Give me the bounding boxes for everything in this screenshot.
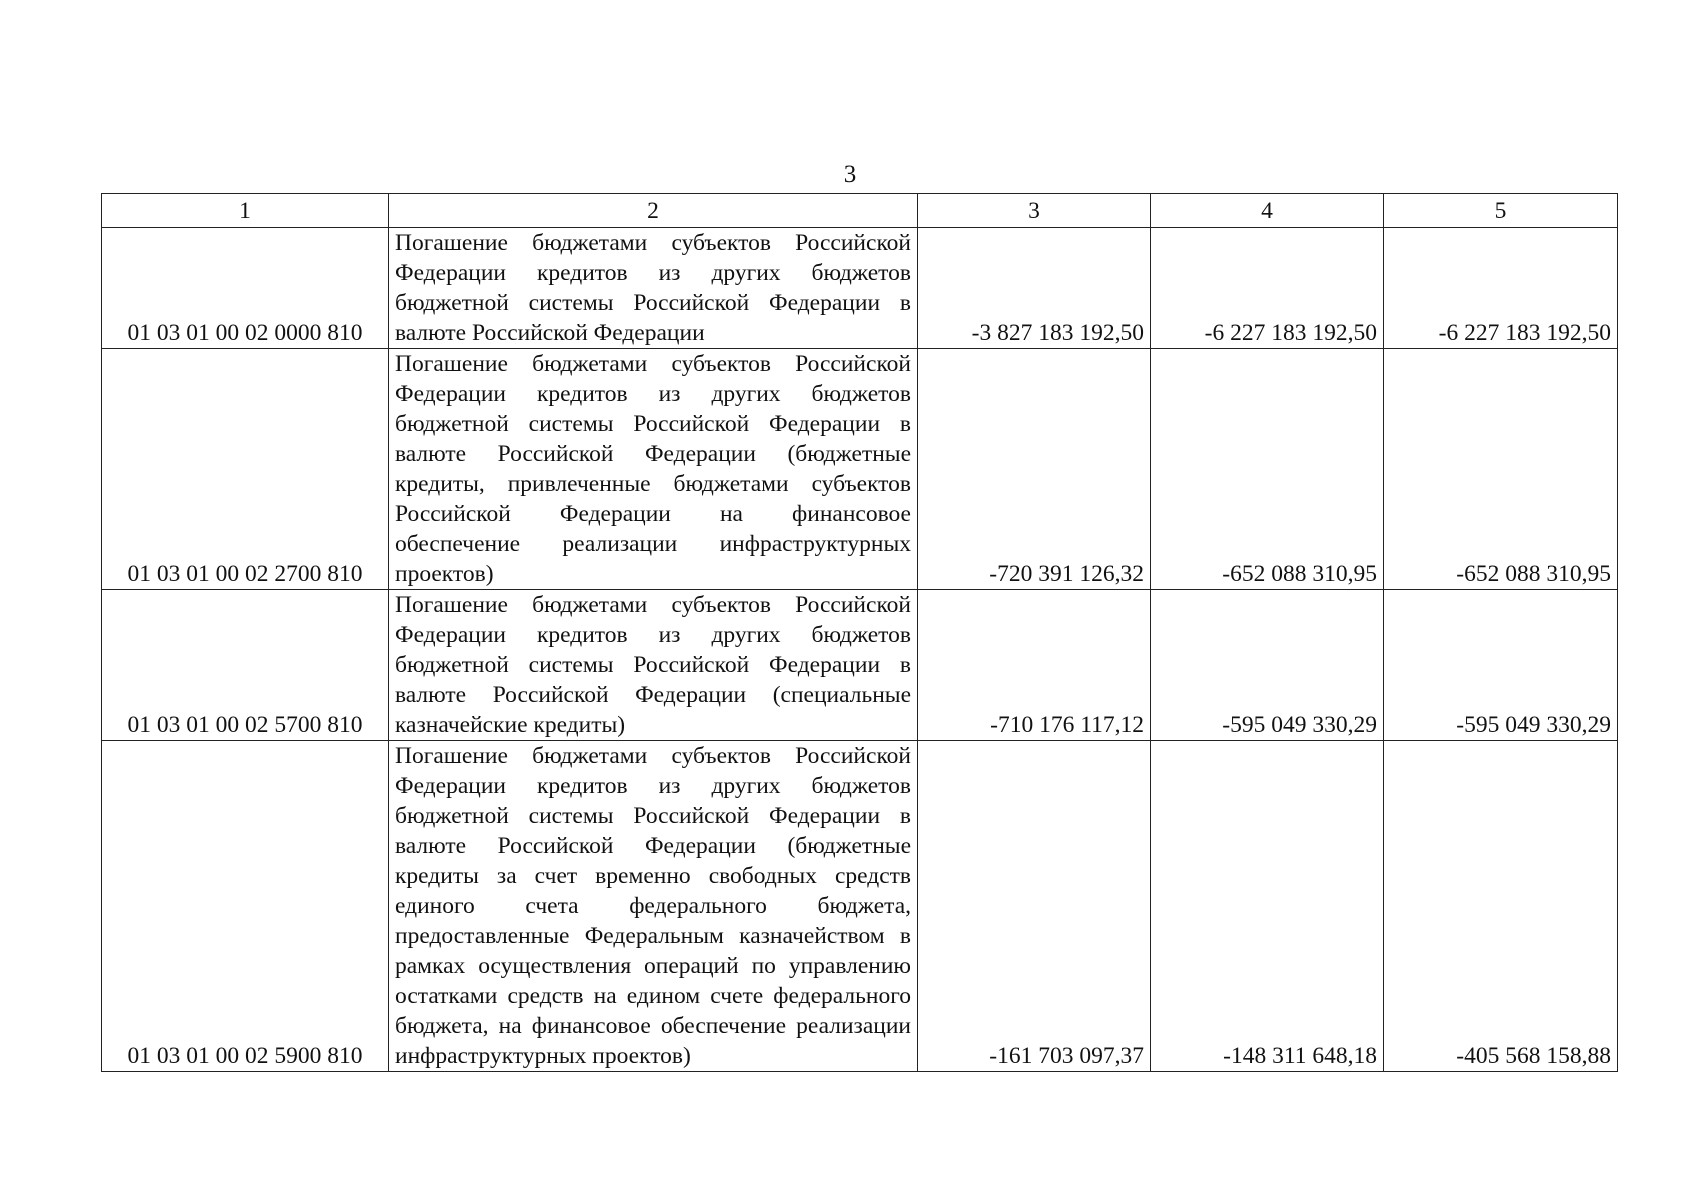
row-amount-col4: -148 311 648,18 bbox=[1151, 741, 1384, 1072]
header-col-5: 5 bbox=[1384, 194, 1618, 228]
row-code: 01 03 01 00 02 0000 810 bbox=[102, 228, 389, 349]
row-amount-col5: -595 049 330,29 bbox=[1384, 590, 1618, 741]
header-row bbox=[102, 194, 1618, 228]
row-code: 01 03 01 00 02 5900 810 bbox=[102, 741, 389, 1072]
table-row bbox=[102, 741, 1618, 1072]
row-description: Погашение бюджетами субъектов Российской Федерации кредитов из других бюджетов бюджетной системы Российской Федерации в валюте Российской Федерации (бюджетные кредиты, привлеченные бюджетами субъектов Российской Федерации на финансовое обеспечение реализации инфраструктурных проектов) bbox=[389, 349, 918, 590]
header-col-4: 4 bbox=[1151, 194, 1384, 228]
row-amount-col3: -710 176 117,12 bbox=[918, 590, 1151, 741]
table-row bbox=[102, 349, 1618, 590]
header-col-1: 1 bbox=[102, 194, 389, 228]
row-amount-col4: -595 049 330,29 bbox=[1151, 590, 1384, 741]
row-description: Погашение бюджетами субъектов Российской Федерации кредитов из других бюджетов бюджетной системы Российской Федерации в валюте Российской Федерации (бюджетные кредиты за счет временно свободных средств единого счета федерального бюджета, предоставленные Федеральным казначейством в рамках осуществления операций по управлению остатками средств на едином счете федерального бюджета, на финансовое обеспечение реализации инфраструктурных проектов) bbox=[389, 741, 918, 1072]
table-row bbox=[102, 590, 1618, 741]
table-row bbox=[102, 228, 1618, 349]
row-amount-col5: -405 568 158,88 bbox=[1384, 741, 1618, 1072]
row-code: 01 03 01 00 02 5700 810 bbox=[102, 590, 389, 741]
row-description: Погашение бюджетами субъектов Российской Федерации кредитов из других бюджетов бюджетной системы Российской Федерации в валюте Российской Федерации (специальные казначейские кредиты) bbox=[389, 590, 918, 741]
row-amount-col4: -6 227 183 192,50 bbox=[1151, 228, 1384, 349]
row-amount-col3: -720 391 126,32 bbox=[918, 349, 1151, 590]
row-amount-col3: -3 827 183 192,50 bbox=[918, 228, 1151, 349]
row-amount-col5: -652 088 310,95 bbox=[1384, 349, 1618, 590]
row-amount-col3: -161 703 097,37 bbox=[918, 741, 1151, 1072]
row-code: 01 03 01 00 02 2700 810 bbox=[102, 349, 389, 590]
header-col-3: 3 bbox=[918, 194, 1151, 228]
page-number: 3 bbox=[843, 161, 857, 188]
budget-table bbox=[101, 193, 1618, 1072]
row-description: Погашение бюджетами субъектов Российской Федерации кредитов из других бюджетов бюджетной системы Российской Федерации в валюте Российской Федерации bbox=[389, 228, 918, 349]
row-amount-col4: -652 088 310,95 bbox=[1151, 349, 1384, 590]
header-col-2: 2 bbox=[389, 194, 918, 228]
row-amount-col5: -6 227 183 192,50 bbox=[1384, 228, 1618, 349]
